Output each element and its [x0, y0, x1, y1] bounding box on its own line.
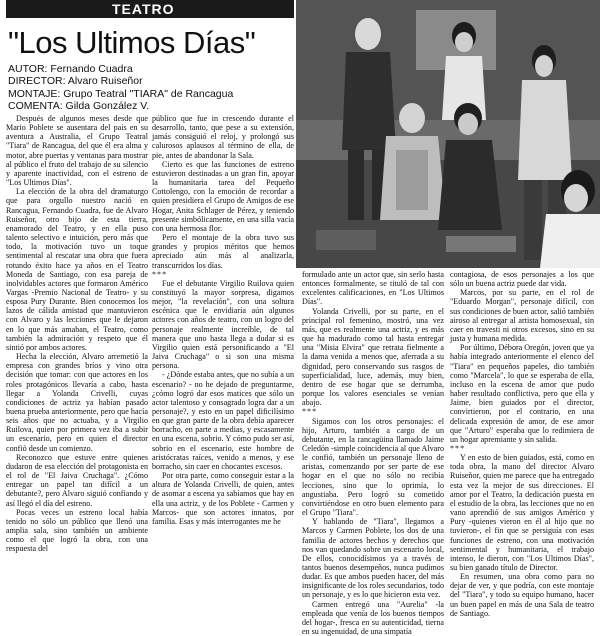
section-label: TEATRO	[6, 0, 294, 18]
paragraph: Pero el montaje de la obra tuvo sus grandes y propios méritos que hemos apreciado aún más al analizarla, transcurridos los días.	[152, 233, 294, 270]
paragraph: Por último, Débora Oregón, joven que ya había integrado anteriormente el elenco del "Tiara" en pequeños papeles, dio también como "Marcela", lo que se esperaba de ella, incluso en la escena de amor que pudo haber resultado conflictiva, pero que ella y Jaime, bien guiados por el director, convirtieron, por el contrario, en una delicada expresión de amor, de ese amor que "Arturo" esperaba que lo redimiera de un hogar apremiante y sin salida.	[450, 343, 594, 444]
section-divider: ***	[450, 443, 466, 453]
section-divider: ***	[302, 407, 318, 417]
paragraph: Cierto es que las funciones de estreno estuvieron destinadas a un gran fin, apoyar la humanitaria tarea del Pequeño Cottolengo, con la emoción de recordar a quien presidiera el Grupo de Amigos de ese Hogar, Anita Schlager de Pérez, y teniendo presente simbólicamente, en una silla vacía con una hermosa flor.	[152, 159, 294, 233]
paragraph: formulado ante un actor que, sin serlo hasta entonces formalmente, se tituló de tal con excelentes calificaciones, en "Los Ultimos Días".	[302, 270, 444, 307]
credit-reviewer: COMENTA: Gilda González V.	[8, 100, 150, 113]
paragraph: La elección de la obra del dramaturgo que para orgullo nuestro nació en Rancagua, Fernando Cuadra, fue de Alvaro Ruiseñor, otro bijo de esta tierra, enamorado del Teatro, y en ella puso talento selectivo e intuición, pero más que todo, la motivación tuvo un toque sentimental al rescatar una obra que fuera rotundo éxito hace ya años en el Teatro Moneda de Santiago, con esa pareja de inolvidables actores que formaron Américo Vargas -Premio Nacional de Teatro- y su esposa Pury Durante. Bien conocemos los lazos de cálida amistad que mantuvieron con Alvaro y las lecciones que le dejaron en lo que más amaban, el Teatro, como también la admiración y respeto que él sintió por ambos actores.	[6, 187, 148, 352]
article-column-2	[152, 114, 294, 574]
paragraph: Por otra parte, como conseguir estar a la altura de Yolanda Crivelli, de quien, antes de asomar a escena ya sabíamos que hay en ella una actriz, y de los Poblete - Carmen y Marcos- que son actores innatos, por familia. Esas y más interrogantes me he	[152, 471, 294, 526]
section-divider: ***	[152, 269, 168, 279]
credit-director: DIRECTOR: Alvaro Ruiseñor	[8, 75, 143, 88]
paragraph: Carmen entregó una "Aurelia" -la empleada que venía de los buenos tiempos del hogar-, fresca en su autenticidad, tierna en su ingenuidad, de una simpatía	[302, 599, 444, 636]
paragraph: Y en esto de bien guiados, está, como en toda obra, la mano del director Alvaro Ruiseñor, quien me parece que ha entregado esta vez la mejor de sus direcciones. El amor por el Teatro, la dedicación puesta en el estudio de la obra, las lecciones que no en vano aprendió de sus amigos Américo y Pury -quienes vieron en él al hijo que no tuvieron-, el fin que se persiguía con esas funciones de estreno, con una motivación sentimental y humanitaria, el trabajo intenso, le dieron, con "Los Ultimos Días", su bien ganado título de Director.	[450, 453, 594, 572]
paragraph: Y hablando de "Tiara", llegamos a Marcos y Carmen Poblete, los dos de una familia de actores hechos y derechos que nos van quedando sobre un escenario local, De ellos, conocidísimos ya a través de tantos buenos desempeños, nunca pudimos dudar. Es que ambos pueden hacer, del más insignificante de los roles secundarios, todo un personaje, y es lo que hicieron esta vez.	[302, 517, 444, 600]
credits-block	[8, 63, 294, 113]
paragraph: Fue el debutante Virgilio Ruilova quien constituyó la mayor sorpresa, digamos mejor, "la revelación", con una soltura escénica que le envidiaría aún algunos actores con años de teatro, con un logro del personaje realmente increíble, de tal manera que uno hasta llega a dudar si es Virgilio quien está personificando a "El Jaiva Cruchaga" o si son una misma persona.	[152, 278, 294, 371]
credit-production: MONTAJE: Grupo Teatral "TIARA" de Rancagua	[8, 87, 234, 100]
paragraph: Reconozco que estuve entre quienes dudaron de esa elección del protagonista en el rol de "El Jaiva Cruchaga". ¿Cómo entregar un papel tan difícil a un debutante?, pero Alvaro siguió confiando y así llegó el día del estreno.	[6, 452, 148, 508]
paragraph: Marcos, por su parte, en el rol de "Eduardo Morgan", personaje difícil, con sus condiciones de buen actor, salió también airoso al entregar al artista homosexual, sin caer en travesti ni otros excesos, sino en su justa y humana medida.	[450, 288, 594, 344]
article-column-1	[6, 114, 148, 574]
paragraph: - ¿Dónde estaba antes, que no subía a un escenario? - no he dejado de preguntarme, ¿cómo logró dar esos matices que sólo un actor talentoso y consagrado logra dar a un personaje?, y esto en un papel dificilísimo en que gran parte de la obra debía aparecer borracho, en parte a medias, y escasamente en una escena, sobrio. Y cómo pudo ser así, sobrio en el escenario, este hombre de aristócratas raíces, venido a menos, y ese borracho, sin caer en chocantes excesos.	[152, 370, 294, 471]
paragraph: público que fue in crescendo durante el desarrollo, tanto, que pese a su extensión, jamás consiguió el reloj, y prolongó sus calurosos aplausos al término de ella, de pie, antes de abandonar la Sala.	[152, 114, 294, 160]
paragraph: Sigamos con los otros personajes: el hijo, Arturo, también a cargo de un debutante, en la rancagüina llamado Jaime Celedón -simple coincidencia al que Alvaro le confió, también un personaje lleno de aristas, comenzando por ser parte de ese hogar en el que no sólo no recibía lecciones, sino que lo oprimía, lo angustiaba. Pero logró su cometido convirtiéndose en otro buen elemento para el Grupo "Tiara".	[302, 416, 444, 518]
paragraph: En resumen, una obra como para no dejar de ver, y que podría, con este montaje del "Tiara", y todo su equipo humano, hacer un buen papel en más de una Sala de teatro de Santiago.	[450, 572, 594, 618]
paragraph: Yolanda Crivelli, por su parte, en el principal rol femenino, mostró, una vez más, que es realmente una actriz, y es más que ha madurado como tal hasta entregar una "Misia Elvira" que retrata fielmente a la dama venida a menos que, aferrada a su dignidad, pero conservando sus rasgos de superficialidad, luce, además, muy bien, dentro de ese hogar que se derrumba, porque los valores esenciales se venían abajo.	[302, 306, 444, 408]
paragraph: contagiosa, de esos personajes a los que sólo un buena actriz puede dar vida.	[450, 270, 594, 289]
stage-photo-icon	[296, 0, 600, 268]
paragraph: Después de algunos meses desde que Mario Poblete se ausentara del país en su aventura a Australia, el Grupo Teatral "Tiara" de Rancagua, del que él era alma y motor, abre puertas y ventanas para mostrar al público el fruto del trabajo de su silencio y aparente inactividad, con el estreno de "Los Ultimos Días".	[6, 114, 148, 188]
article-column-3	[302, 270, 444, 636]
paragraph: Hecha la elección, Alvaro arremetió la empresa con grandes bríos y vino otra decisión que tomar: con que actores en los roles protagónicos llevaría a cabo, hasta llegar a Yolanda Crivelli, cuyas condiciones de actriz ya habían pasado buena prueba anteriormente, pero que hacía seis años que no actuaba, y a Virgilio Ruilova, quien por primera vez iba a subir un escenario, pero en quien el director confió desde un comienzo.	[6, 352, 148, 453]
article-column-4	[450, 270, 594, 618]
paragraph: Pocas veces un estreno local había tenido no sólo un público que llenó una amplia sala, sino también un ambiente como el que logró la obra, con una respuesta del	[6, 507, 148, 554]
headline: "Los Ultimos Días"	[8, 25, 256, 60]
credit-author: AUTOR: Fernando Cuadra	[8, 63, 133, 75]
